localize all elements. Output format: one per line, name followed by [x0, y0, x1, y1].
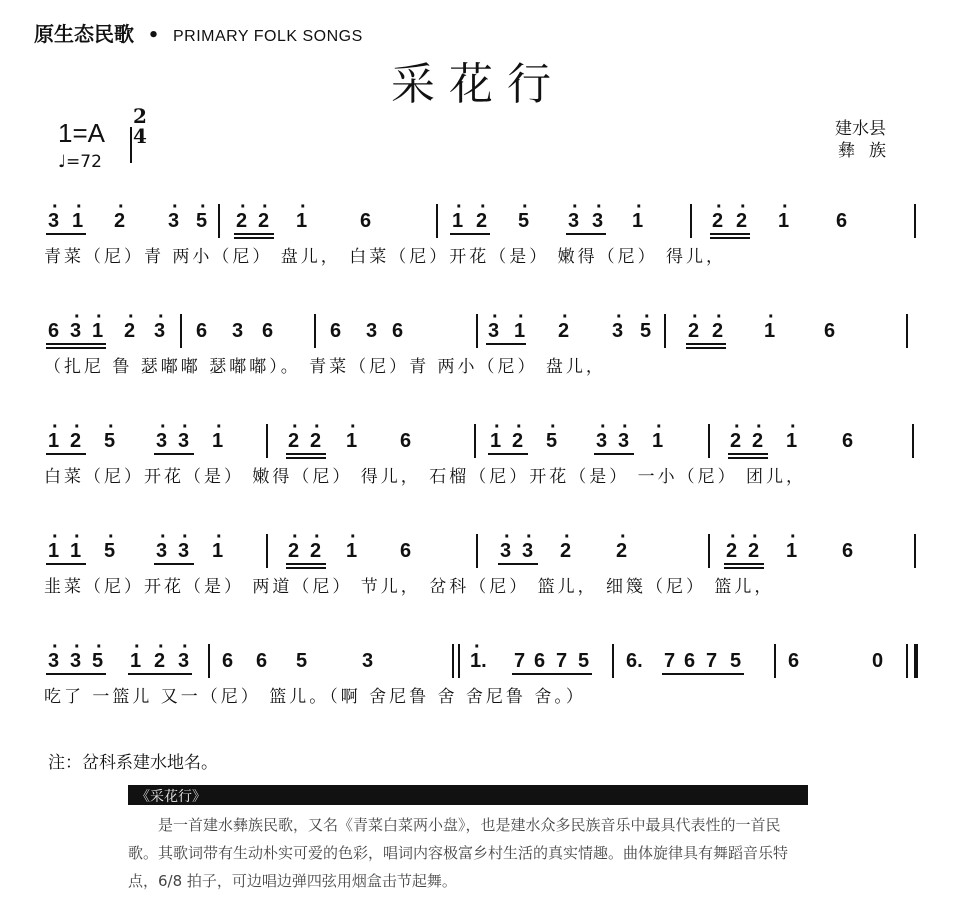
beam — [486, 343, 526, 345]
beam — [662, 673, 744, 675]
lyrics-row-4: 韭菜（尼）开花（是） 两道（尼） 节儿， 岔科（尼） 篮儿， 细篾（尼） 篮儿， — [44, 577, 775, 597]
note: · 1 — [786, 430, 797, 453]
note: 3 — [232, 320, 244, 342]
beam — [154, 453, 194, 455]
lyrics-row-2: （扎尼 鲁 瑟嘟嘟 瑟嘟嘟）。 青菜（尼）青 两小（尼） 盘儿， — [44, 357, 606, 377]
barline — [774, 644, 776, 678]
beam — [234, 237, 274, 239]
note: · 3 — [618, 430, 629, 453]
barline — [474, 424, 476, 458]
beam — [286, 567, 326, 569]
note: 6 — [222, 650, 234, 672]
header-separator: • — [147, 25, 160, 46]
note: · 3 — [596, 430, 607, 453]
beam — [46, 673, 106, 675]
note: 6 — [842, 430, 854, 452]
barline — [458, 644, 460, 678]
note: 6 — [48, 320, 60, 342]
beam — [286, 453, 326, 455]
origin-ethnic: 彝族 — [838, 141, 900, 161]
note: · 2 — [558, 320, 569, 343]
note: · 3 — [488, 320, 499, 343]
note: · 1 — [72, 210, 83, 233]
origin-place: 建水县 — [835, 119, 886, 139]
note: · 1 — [48, 540, 59, 563]
note: · 2 — [736, 210, 747, 233]
series-header — [34, 18, 363, 47]
barline — [906, 644, 908, 678]
time-signature — [130, 106, 150, 146]
note: · 2 — [236, 210, 247, 233]
barline — [914, 204, 916, 238]
info-box-text: 是一首建水彝族民歌，又名《青菜白菜两小盘》，也是建水众多民族音乐中最具代表性的一首民歌。其歌词带有生动朴实可爱的色彩，唱词内容极富乡村生活的真实情趣。曲体旋律具有舞蹈音乐特点，6/8 拍子，可边唱边弹四弦用烟盒击节起舞。 — [128, 816, 789, 890]
note: · 2 — [560, 540, 571, 563]
note: · 1 — [130, 650, 141, 673]
note: · 2 — [712, 320, 723, 343]
note: 6 — [842, 540, 854, 562]
note: · 2 — [616, 540, 627, 563]
beam — [234, 233, 274, 235]
beam — [566, 233, 606, 235]
note: 7 — [556, 650, 568, 672]
note: 3 — [362, 650, 374, 672]
note: · 2 — [114, 210, 125, 233]
barline — [218, 204, 220, 238]
note: · 2 — [258, 210, 269, 233]
note: 7 — [706, 650, 718, 672]
barline — [436, 204, 438, 238]
lyrics-row-1: 青菜（尼）青 两小（尼） 盘儿， 白菜（尼）开花（是） 嫩得（尼） 得儿， — [44, 247, 727, 267]
note: · 2 — [688, 320, 699, 343]
beam — [46, 233, 86, 235]
final-barline — [914, 644, 918, 678]
note: · 1 — [212, 540, 223, 563]
notes-row-1 — [0, 200, 956, 230]
lyrics-row-3: 白菜（尼）开花（是） 嫩得（尼） 得儿， 石榴（尼）开花（是） 一小（尼） 团儿， — [44, 467, 807, 487]
note: · 2 — [748, 540, 759, 563]
beam — [728, 457, 768, 459]
note: 5 — [730, 650, 742, 672]
barline — [266, 534, 268, 568]
barline — [314, 314, 316, 348]
footnote: 注：岔科系建水地名。 — [48, 753, 218, 773]
note: · 2 — [512, 430, 523, 453]
note: 7 — [514, 650, 526, 672]
note: · 3 — [48, 210, 59, 233]
note: · 2 — [476, 210, 487, 233]
note: 6 — [824, 320, 836, 342]
beam — [46, 563, 86, 565]
note: · 3 — [168, 210, 179, 233]
note: · 2 — [70, 430, 81, 453]
note: 6 — [392, 320, 404, 342]
info-box — [128, 785, 808, 895]
note: · 1 — [296, 210, 307, 233]
notes-row-4 — [0, 530, 956, 560]
note: 6 — [400, 430, 412, 452]
note: · 1 — [490, 430, 501, 453]
beam — [710, 237, 750, 239]
info-box-heading: 《采花行》 — [128, 785, 808, 805]
time-signature-line — [130, 127, 132, 163]
note: · 3 — [568, 210, 579, 233]
note: · 3 — [522, 540, 533, 563]
barline — [708, 534, 710, 568]
note: 6 — [788, 650, 800, 672]
lyrics-row-5: 吃了 一篮儿 又一（尼） 篮儿。（啊 舍尼鲁 舍 舍尼鲁 舍。） — [44, 687, 586, 707]
beam — [46, 453, 86, 455]
note: 6 — [684, 650, 696, 672]
barline — [476, 314, 478, 348]
note: 6 — [836, 210, 848, 232]
note: · 3 — [154, 320, 165, 343]
note: 0 — [872, 650, 884, 672]
note: · 2 — [712, 210, 723, 233]
note: · 1 — [70, 540, 81, 563]
note: · 1. — [470, 650, 487, 673]
song-title: 采花行 — [391, 59, 565, 110]
note: 5 — [578, 650, 590, 672]
note: · 5 — [196, 210, 207, 233]
note: · 1 — [48, 430, 59, 453]
barline — [708, 424, 710, 458]
barline — [690, 204, 692, 238]
note: · 5 — [518, 210, 529, 233]
note: · 1 — [514, 320, 525, 343]
note: 6 — [256, 650, 268, 672]
note: · 2 — [310, 430, 321, 453]
note: 6 — [262, 320, 274, 342]
series-title-en: PRIMARY FOLK SONGS — [172, 28, 363, 45]
note: · 3 — [178, 650, 189, 673]
notes-row-2 — [0, 310, 956, 340]
note: · 3 — [48, 650, 59, 673]
beam — [488, 453, 528, 455]
beam — [128, 673, 192, 675]
song-origin — [835, 118, 900, 162]
note: · 5 — [546, 430, 557, 453]
barline — [914, 534, 916, 568]
note: 5 — [296, 650, 308, 672]
note: · 1 — [786, 540, 797, 563]
note: · 2 — [288, 540, 299, 563]
beam — [46, 347, 106, 349]
time-signature-top: 2 — [133, 104, 147, 128]
note: · 5 — [104, 540, 115, 563]
note: 6 — [534, 650, 546, 672]
note: · 3 — [500, 540, 511, 563]
note: 6 — [400, 540, 412, 562]
barline — [612, 644, 614, 678]
note: · 5 — [640, 320, 651, 343]
key-signature: 1=A — [58, 118, 105, 148]
note: · 5 — [104, 430, 115, 453]
barline — [912, 424, 914, 458]
note: · 1 — [632, 210, 643, 233]
note: · 3 — [156, 430, 167, 453]
barline — [180, 314, 182, 348]
note: · 2 — [310, 540, 321, 563]
notes-row-3 — [0, 420, 956, 450]
beam — [46, 343, 106, 345]
beam — [154, 563, 194, 565]
barline — [266, 424, 268, 458]
note: · 5 — [92, 650, 103, 673]
barline — [208, 644, 210, 678]
beam — [512, 673, 592, 675]
note: · 3 — [178, 430, 189, 453]
note: · 1 — [92, 320, 103, 343]
barline — [452, 644, 454, 678]
beam — [724, 563, 764, 565]
note: · 3 — [70, 320, 81, 343]
note: 6. — [626, 650, 643, 672]
note: · 3 — [592, 210, 603, 233]
note: · 3 — [178, 540, 189, 563]
beam — [450, 233, 490, 235]
tempo-marking: ♩=72 — [58, 152, 102, 172]
note: · 2 — [752, 430, 763, 453]
note: · 1 — [652, 430, 663, 453]
note: 6 — [330, 320, 342, 342]
barline — [476, 534, 478, 568]
beam — [594, 453, 634, 455]
beam — [286, 563, 326, 565]
beam — [724, 567, 764, 569]
beam — [686, 343, 726, 345]
note: · 1 — [778, 210, 789, 233]
note: · 3 — [70, 650, 81, 673]
note: · 2 — [730, 430, 741, 453]
beam — [498, 563, 538, 565]
beam — [286, 457, 326, 459]
note: · 1 — [212, 430, 223, 453]
note: · 1 — [346, 430, 357, 453]
series-title-cn: 原生态民歌 — [34, 22, 134, 46]
note: · 2 — [124, 320, 135, 343]
note: 6 — [196, 320, 208, 342]
time-signature-bottom: 4 — [133, 124, 147, 148]
note: · 3 — [612, 320, 623, 343]
note: 6 — [360, 210, 372, 232]
barline — [906, 314, 908, 348]
notes-row-5 — [0, 640, 956, 670]
note: 3 — [366, 320, 378, 342]
beam — [728, 453, 768, 455]
note: 7 — [664, 650, 676, 672]
note: · 1 — [346, 540, 357, 563]
note: · 1 — [452, 210, 463, 233]
note: · 3 — [156, 540, 167, 563]
beam — [686, 347, 726, 349]
note: · 2 — [726, 540, 737, 563]
note: · 2 — [288, 430, 299, 453]
note: · 1 — [764, 320, 775, 343]
barline — [664, 314, 666, 348]
beam — [710, 233, 750, 235]
note: · 2 — [154, 650, 165, 673]
